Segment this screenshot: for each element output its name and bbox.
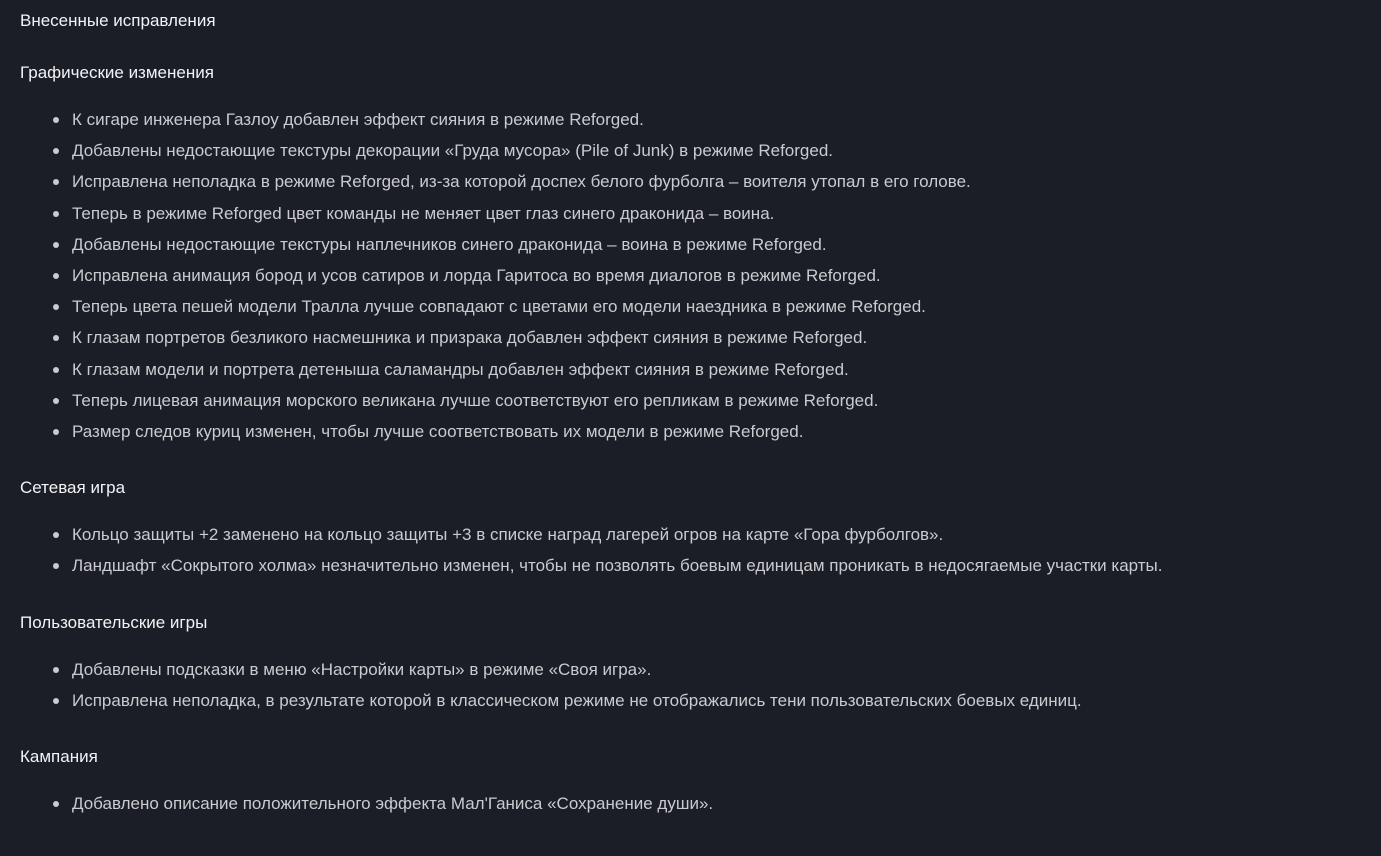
list-item: Добавлены недостающие текстуры декорации «Груда мусора» (Pile of Junk) в режиме Reforged. — [52, 135, 1381, 166]
list-item: Добавлены подсказки в меню «Настройки карты» в режиме «Своя игра». — [52, 654, 1381, 685]
list-item: К глазам модели и портрета детеныша саламандры добавлен эффект сияния в режиме Reforged. — [52, 354, 1381, 385]
list-item: Теперь цвета пешей модели Тралла лучше совпадают с цветами его модели наездника в режиме Reforged. — [52, 291, 1381, 322]
list-item: Добавлено описание положительного эффекта Мал'Ганиса «Сохранение души». — [52, 788, 1381, 819]
campaign-list — [20, 788, 1381, 819]
section-graphics — [20, 60, 1381, 447]
section-multiplayer — [20, 475, 1381, 581]
section-title-campaign: Кампания — [20, 747, 98, 767]
graphics-list — [20, 104, 1381, 447]
section-title-graphics: Графические изменения — [20, 63, 214, 82]
section-title-multiplayer: Сетевая игра — [20, 478, 126, 498]
list-item: Добавлены недостающие текстуры наплечников синего драконида – воина в режиме Reforged. — [52, 229, 1381, 260]
list-item: Теперь лицевая анимация морского великана лучше соответствуют его репликам в режиме Reforged. — [52, 385, 1381, 416]
list-item: К сигаре инженера Газлоу добавлен эффект сияния в режиме Reforged. — [52, 104, 1381, 135]
list-item: Исправлена неполадка в режиме Reforged, из-за которой доспех белого фурболга – воителя утопал в его голове. — [52, 166, 1381, 197]
list-item: Исправлена анимация бород и усов сатиров и лорда Гаритоса во время диалогов в режиме Reforged. — [52, 260, 1381, 291]
list-item: Исправлена неполадка, в результате которой в классическом режиме не отображались тени пользовательских боевых единиц. — [52, 685, 1381, 716]
list-item: К глазам портретов безликого насмешника и призрака добавлен эффект сияния в режиме Reforged. — [52, 322, 1381, 353]
section-custom-games — [20, 610, 1381, 716]
list-item: Кольцо защиты +2 заменено на кольцо защиты +3 в списке наград лагерей огров на карте «Гора фурболгов». — [52, 519, 1381, 550]
custom-games-list — [20, 654, 1381, 716]
list-item: Ландшафт «Сокрытого холма» незначительно изменен, чтобы не позволять боевым единицам проникать в недосягаемые участки карты. — [52, 550, 1381, 581]
multiplayer-list — [20, 519, 1381, 581]
section-title-custom-games: Пользовательские игры — [20, 612, 208, 632]
page-title: Внесенные исправления — [20, 11, 216, 30]
list-item: Теперь в режиме Reforged цвет команды не меняет цвет глаз синего драконида – воина. — [52, 198, 1381, 229]
list-item: Размер следов куриц изменен, чтобы лучше соответствовать их модели в режиме Reforged. — [52, 416, 1381, 447]
section-campaign — [20, 744, 1381, 819]
